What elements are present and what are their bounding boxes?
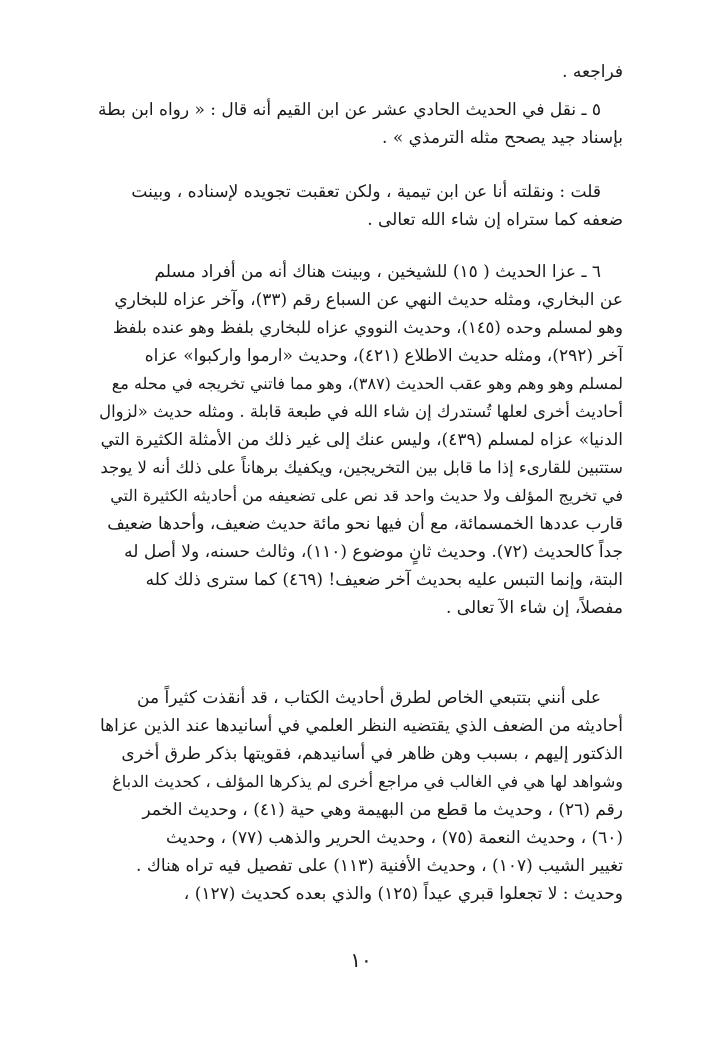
text-line: قلت : ونقلته أنا عن ابن تيمية ، ولكن تعقبت تجويده لإسناده ، وبينت (131, 182, 601, 202)
text-line: ستتبين للقارىء إذا ما قابل بين التخريجين، ويكفيك برهاناً على ذلك أنه لا يوجد (100, 458, 623, 477)
text-line: وهو لمسلم وحده (١٤٥)، وحديث النووي عزاه للبخاري بلفظ وهو عنده بلفظ (112, 318, 623, 337)
text-line: أحاديثه من الضعف الذي يقتضيه النظر العلمي في أسانيدها عند الذين عزاها (99, 716, 623, 736)
text-line: الذكتور إليهم ، بسبب وهن ظاهر في أسانيدهم، فقويتها بذكر طرق أخرى (121, 744, 623, 764)
text-line: جداً كالحديث (٧٢). وحديث ثانٍ موضوع (١١٠)، وثالث حسنه، ولا أصل له (124, 542, 623, 562)
continuation-line (98, 58, 623, 86)
author-note-paragraph (98, 178, 623, 234)
text-line: آخر (٢٩٢)، ومثله حديث الاطلاع (٤٢١)، وحديث «ارموا واركبوا» عزاه (144, 346, 623, 366)
text-line: رقم (٢٦) ، وحديث ما قطع من البهيمة وهي حية (٤١) ، وحديث الخمر (142, 800, 623, 820)
text-line: بإسناد جيد يصحح مثله الترمذي » . (382, 128, 623, 148)
text-line: على أنني بتتبعي الخاص لطرق أحاديث الكتاب ، قد أنقذت كثيراً من (137, 688, 601, 708)
text-line: (٦٠) ، وحديث النعمة (٧٥) ، وحديث الحرير والذهب (٧٧) ، وحديث (166, 828, 623, 848)
text-line: ٦ ـ عزا الحديث ( ١٥) للشيخين ، وبينت هناك أنه من أفراد مسلم (154, 262, 601, 282)
text-line: مفصلاً، إن شاء الآ تعالى . (445, 598, 623, 618)
text-line: ضعفه كما ستراه إن شاء الله تعالى . (367, 210, 623, 230)
text-line: لمسلم وهو وهم وهو عقب الحديث (٣٨٧)، وهو مما فاتني تخريجه في محله مع (111, 374, 623, 393)
text-line: وشواهد لها هي في الغالب في مراجع أخرى لم يذكرها المؤلف ، كحديث الدباغ (112, 772, 623, 791)
text-line: وحديث : لا تجعلوا قبري عيداً (١٢٥) والذي بعده كحديث (١٢٧) ، (183, 884, 623, 904)
text-line: تغيير الشيب (١٠٧) ، وحديث الأفنية (١١٣) على تفصيل فيه تراه هناك . (136, 856, 623, 876)
text-line: الدنيا» عزاه لمسلم (٤٣٩)، وليس عنك إلى غير ذلك من الأمثلة الكثيرة التي (100, 430, 623, 450)
item-6-paragraph (98, 258, 623, 622)
closing-paragraph (98, 684, 623, 908)
text-line: أحاديث أخرى لعلها تُستدرك إن شاء الله في طبعة قابلة . ومثله حديث «لزوال (99, 402, 623, 421)
page-number: ١٠ (350, 948, 372, 972)
text-line: ٥ ـ نقل في الحديث الحادي عشر عن ابن القيم أنه قال : « رواه ابن بطة (98, 100, 601, 120)
text-line: البتة، وإنما التبس عليه بحديث آخر ضعيف! (٤٦٩) كما سترى ذلك كله (145, 570, 623, 590)
text-line: فراجعه . (562, 62, 623, 82)
text-line: عن البخاري، ومثله حديث النهي عن السباع رقم (٣٣)، وآخر عزاه للبخاري (114, 290, 623, 310)
item-5-paragraph (98, 96, 623, 152)
text-line: قارب عددها الخمسمائة، مع أن فيها نحو مائة حديث ضعيف، وأحدها ضعيف (107, 514, 623, 534)
text-line: في تخريج المؤلف ولا حديث واحد قد نص على تضعيفه من أحاديثه الكثيرة التي (110, 486, 623, 505)
